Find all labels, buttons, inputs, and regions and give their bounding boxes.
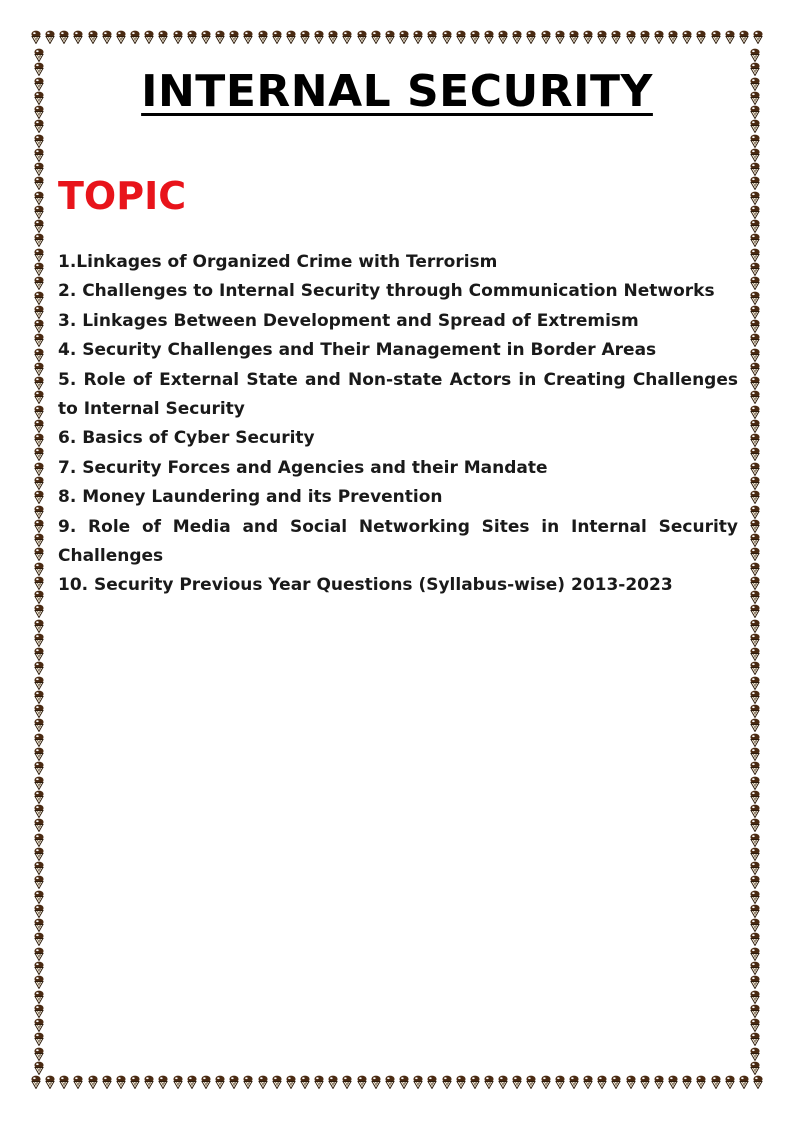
ice-cream-cone-icon — [33, 219, 45, 233]
ice-cream-cone-icon — [426, 30, 438, 44]
ice-cream-cone-icon — [33, 947, 45, 961]
ice-cream-cone-icon — [749, 776, 761, 790]
ice-cream-cone-icon — [33, 861, 45, 875]
ice-cream-cone-icon — [33, 305, 45, 319]
ice-cream-cone-icon — [33, 547, 45, 561]
ice-cream-cone-icon — [33, 733, 45, 747]
ice-cream-cone-icon — [749, 1018, 761, 1032]
ice-cream-cone-icon — [33, 961, 45, 975]
ice-cream-cone-icon — [639, 30, 651, 44]
ice-cream-cone-icon — [749, 633, 761, 647]
ice-cream-cone-icon — [749, 262, 761, 276]
ice-cream-cone-icon — [33, 918, 45, 932]
ice-cream-cone-icon — [596, 30, 608, 44]
ice-cream-cone-icon — [582, 30, 594, 44]
ice-cream-cone-icon — [33, 205, 45, 219]
ice-cream-cone-icon — [441, 1075, 453, 1089]
ice-cream-cone-icon — [101, 1075, 113, 1089]
topic-item: 1.Linkages of Organized Crime with Terrorism — [58, 252, 498, 272]
ice-cream-cone-icon — [87, 30, 99, 44]
ice-cream-cone-icon — [58, 30, 70, 44]
ice-cream-cone-icon — [33, 162, 45, 176]
ice-cream-cone-icon — [749, 305, 761, 319]
ice-cream-cone-icon — [33, 248, 45, 262]
ice-cream-cone-icon — [33, 148, 45, 162]
ice-cream-cone-icon — [749, 562, 761, 576]
ice-cream-cone-icon — [749, 961, 761, 975]
ice-cream-cone-icon — [398, 1075, 410, 1089]
ice-cream-cone-icon — [33, 276, 45, 290]
ice-cream-cone-icon — [749, 904, 761, 918]
ice-cream-cone-icon — [33, 191, 45, 205]
ice-cream-cone-icon — [101, 30, 113, 44]
ice-cream-cone-icon — [129, 30, 141, 44]
border-bottom — [30, 1075, 764, 1093]
ice-cream-cone-icon — [33, 233, 45, 247]
ice-cream-cone-icon — [749, 205, 761, 219]
ice-cream-cone-icon — [695, 30, 707, 44]
ice-cream-cone-icon — [33, 533, 45, 547]
ice-cream-cone-icon — [33, 718, 45, 732]
ice-cream-cone-icon — [752, 1075, 764, 1089]
ice-cream-cone-icon — [596, 1075, 608, 1089]
ice-cream-cone-icon — [455, 1075, 467, 1089]
ice-cream-cone-icon — [749, 590, 761, 604]
ice-cream-cone-icon — [749, 747, 761, 761]
ice-cream-cone-icon — [469, 30, 481, 44]
page-title-text: INTERNAL SECURITY — [141, 66, 653, 117]
ice-cream-cone-icon — [749, 890, 761, 904]
ice-cream-cone-icon — [33, 119, 45, 133]
ice-cream-cone-icon — [749, 704, 761, 718]
ice-cream-cone-icon — [639, 1075, 651, 1089]
ice-cream-cone-icon — [667, 1075, 679, 1089]
ice-cream-cone-icon — [695, 1075, 707, 1089]
ice-cream-cone-icon — [33, 576, 45, 590]
ice-cream-cone-icon — [749, 661, 761, 675]
ice-cream-cone-icon — [299, 1075, 311, 1089]
ice-cream-cone-icon — [313, 1075, 325, 1089]
ice-cream-cone-icon — [749, 362, 761, 376]
ice-cream-cone-icon — [749, 932, 761, 946]
ice-cream-cone-icon — [33, 405, 45, 419]
ice-cream-cone-icon — [33, 704, 45, 718]
ice-cream-cone-icon — [33, 490, 45, 504]
ice-cream-cone-icon — [33, 1018, 45, 1032]
ice-cream-cone-icon — [749, 547, 761, 561]
ice-cream-cone-icon — [214, 30, 226, 44]
ice-cream-cone-icon — [412, 1075, 424, 1089]
ice-cream-cone-icon — [749, 276, 761, 290]
ice-cream-cone-icon — [749, 191, 761, 205]
ice-cream-cone-icon — [749, 148, 761, 162]
ice-cream-cone-icon — [384, 1075, 396, 1089]
ice-cream-cone-icon — [749, 376, 761, 390]
ice-cream-cone-icon — [58, 1075, 70, 1089]
ice-cream-cone-icon — [33, 633, 45, 647]
ice-cream-cone-icon — [33, 833, 45, 847]
ice-cream-cone-icon — [610, 30, 622, 44]
ice-cream-cone-icon — [44, 30, 56, 44]
ice-cream-cone-icon — [749, 647, 761, 661]
ice-cream-cone-icon — [749, 804, 761, 818]
ice-cream-cone-icon — [749, 676, 761, 690]
ice-cream-cone-icon — [525, 30, 537, 44]
topic-item: 4. Security Challenges and Their Management in Border Areas — [58, 340, 657, 361]
ice-cream-cone-icon — [72, 1075, 84, 1089]
ice-cream-cone-icon — [186, 30, 198, 44]
ice-cream-cone-icon — [749, 1032, 761, 1046]
ice-cream-cone-icon — [370, 30, 382, 44]
border-top — [30, 30, 764, 48]
ice-cream-cone-icon — [749, 291, 761, 305]
ice-cream-cone-icon — [285, 30, 297, 44]
ice-cream-cone-icon — [738, 1075, 750, 1089]
ice-cream-cone-icon — [33, 804, 45, 818]
ice-cream-cone-icon — [327, 30, 339, 44]
ice-cream-cone-icon — [749, 333, 761, 347]
ice-cream-cone-icon — [33, 761, 45, 775]
ice-cream-cone-icon — [554, 30, 566, 44]
ice-cream-cone-icon — [356, 30, 368, 44]
ice-cream-cone-icon — [271, 30, 283, 44]
ice-cream-cone-icon — [33, 476, 45, 490]
topic-item: 2. Challenges to Internal Security through Communication Networks — [58, 281, 715, 302]
ice-cream-cone-icon — [33, 990, 45, 1004]
ice-cream-cone-icon — [749, 419, 761, 433]
ice-cream-cone-icon — [33, 604, 45, 618]
ice-cream-cone-icon — [681, 1075, 693, 1089]
ice-cream-cone-icon — [33, 348, 45, 362]
ice-cream-cone-icon — [33, 676, 45, 690]
ice-cream-cone-icon — [749, 604, 761, 618]
ice-cream-cone-icon — [87, 1075, 99, 1089]
ice-cream-cone-icon — [228, 30, 240, 44]
ice-cream-cone-icon — [749, 405, 761, 419]
ice-cream-cone-icon — [44, 1075, 56, 1089]
ice-cream-cone-icon — [511, 1075, 523, 1089]
ice-cream-cone-icon — [33, 904, 45, 918]
ice-cream-cone-icon — [33, 48, 45, 62]
ice-cream-cone-icon — [356, 1075, 368, 1089]
ice-cream-cone-icon — [33, 176, 45, 190]
ice-cream-cone-icon — [540, 30, 552, 44]
ice-cream-cone-icon — [33, 1047, 45, 1061]
ice-cream-cone-icon — [749, 433, 761, 447]
ice-cream-cone-icon — [33, 462, 45, 476]
ice-cream-cone-icon — [285, 1075, 297, 1089]
ice-cream-cone-icon — [749, 233, 761, 247]
ice-cream-cone-icon — [710, 1075, 722, 1089]
ice-cream-cone-icon — [33, 447, 45, 461]
ice-cream-cone-icon — [469, 1075, 481, 1089]
ice-cream-cone-icon — [582, 1075, 594, 1089]
ice-cream-cone-icon — [749, 390, 761, 404]
ice-cream-cone-icon — [33, 790, 45, 804]
ice-cream-cone-icon — [749, 619, 761, 633]
ice-cream-cone-icon — [33, 776, 45, 790]
ice-cream-cone-icon — [129, 1075, 141, 1089]
ice-cream-cone-icon — [749, 718, 761, 732]
ice-cream-cone-icon — [242, 30, 254, 44]
ice-cream-cone-icon — [33, 647, 45, 661]
ice-cream-cone-icon — [497, 1075, 509, 1089]
ice-cream-cone-icon — [483, 1075, 495, 1089]
ice-cream-cone-icon — [214, 1075, 226, 1089]
ice-cream-cone-icon — [497, 30, 509, 44]
page-title — [0, 66, 794, 117]
ice-cream-cone-icon — [455, 30, 467, 44]
ice-cream-cone-icon — [749, 119, 761, 133]
ice-cream-cone-icon — [370, 1075, 382, 1089]
ice-cream-cone-icon — [172, 30, 184, 44]
ice-cream-cone-icon — [33, 747, 45, 761]
ice-cream-cone-icon — [749, 875, 761, 889]
ice-cream-cone-icon — [33, 1032, 45, 1046]
topic-item: 6. Basics of Cyber Security — [58, 428, 315, 449]
ice-cream-cone-icon — [33, 390, 45, 404]
ice-cream-cone-icon — [653, 30, 665, 44]
ice-cream-cone-icon — [143, 1075, 155, 1089]
ice-cream-cone-icon — [33, 847, 45, 861]
ice-cream-cone-icon — [341, 30, 353, 44]
ice-cream-cone-icon — [749, 847, 761, 861]
border-right — [746, 48, 764, 1075]
ice-cream-cone-icon — [115, 30, 127, 44]
ice-cream-cone-icon — [483, 30, 495, 44]
ice-cream-cone-icon — [72, 30, 84, 44]
ice-cream-cone-icon — [749, 348, 761, 362]
ice-cream-cone-icon — [33, 519, 45, 533]
ice-cream-cone-icon — [33, 619, 45, 633]
ice-cream-cone-icon — [327, 1075, 339, 1089]
ice-cream-cone-icon — [610, 1075, 622, 1089]
ice-cream-cone-icon — [172, 1075, 184, 1089]
ice-cream-cone-icon — [749, 833, 761, 847]
ice-cream-cone-icon — [749, 219, 761, 233]
ice-cream-cone-icon — [749, 918, 761, 932]
ice-cream-cone-icon — [200, 30, 212, 44]
topic-item: 5. Role of External State and Non-state Actors in Creating Challenges to Internal Security — [58, 369, 738, 420]
ice-cream-cone-icon — [653, 1075, 665, 1089]
ice-cream-cone-icon — [341, 1075, 353, 1089]
ice-cream-cone-icon — [33, 590, 45, 604]
ice-cream-cone-icon — [749, 476, 761, 490]
ice-cream-cone-icon — [299, 30, 311, 44]
ice-cream-cone-icon — [30, 30, 42, 44]
ice-cream-cone-icon — [738, 30, 750, 44]
border-left — [30, 48, 48, 1075]
ice-cream-cone-icon — [749, 790, 761, 804]
ice-cream-cone-icon — [749, 533, 761, 547]
ice-cream-cone-icon — [749, 690, 761, 704]
ice-cream-cone-icon — [33, 134, 45, 148]
ice-cream-cone-icon — [710, 30, 722, 44]
ice-cream-cone-icon — [749, 248, 761, 262]
ice-cream-cone-icon — [749, 975, 761, 989]
ice-cream-cone-icon — [33, 362, 45, 376]
ice-cream-cone-icon — [749, 1004, 761, 1018]
ice-cream-cone-icon — [228, 1075, 240, 1089]
ice-cream-cone-icon — [525, 1075, 537, 1089]
ice-cream-cone-icon — [749, 505, 761, 519]
ice-cream-cone-icon — [625, 1075, 637, 1089]
topic-item: 10. Security Previous Year Questions (Syllabus-wise) 2013-2023 — [58, 575, 673, 596]
ice-cream-cone-icon — [724, 30, 736, 44]
ice-cream-cone-icon — [271, 1075, 283, 1089]
ice-cream-cone-icon — [33, 1004, 45, 1018]
ice-cream-cone-icon — [749, 818, 761, 832]
ice-cream-cone-icon — [33, 433, 45, 447]
ice-cream-cone-icon — [33, 890, 45, 904]
ice-cream-cone-icon — [667, 30, 679, 44]
ice-cream-cone-icon — [157, 1075, 169, 1089]
ice-cream-cone-icon — [749, 319, 761, 333]
ice-cream-cone-icon — [749, 519, 761, 533]
ice-cream-cone-icon — [33, 505, 45, 519]
ice-cream-cone-icon — [625, 30, 637, 44]
topic-item: 3. Linkages Between Development and Spread of Extremism — [58, 310, 639, 331]
ice-cream-cone-icon — [33, 262, 45, 276]
topic-item: 7. Security Forces and Agencies and their Mandate — [58, 457, 548, 478]
ice-cream-cone-icon — [398, 30, 410, 44]
ice-cream-cone-icon — [749, 162, 761, 176]
ice-cream-cone-icon — [384, 30, 396, 44]
ice-cream-cone-icon — [33, 690, 45, 704]
ice-cream-cone-icon — [313, 30, 325, 44]
ice-cream-cone-icon — [186, 1075, 198, 1089]
ice-cream-cone-icon — [749, 1061, 761, 1075]
ice-cream-cone-icon — [115, 1075, 127, 1089]
ice-cream-cone-icon — [681, 30, 693, 44]
ice-cream-cone-icon — [511, 30, 523, 44]
ice-cream-cone-icon — [257, 1075, 269, 1089]
ice-cream-cone-icon — [412, 30, 424, 44]
ice-cream-cone-icon — [143, 30, 155, 44]
ice-cream-cone-icon — [33, 333, 45, 347]
ice-cream-cone-icon — [568, 1075, 580, 1089]
ice-cream-cone-icon — [749, 947, 761, 961]
ice-cream-cone-icon — [33, 875, 45, 889]
topic-list — [58, 248, 738, 601]
ice-cream-cone-icon — [724, 1075, 736, 1089]
ice-cream-cone-icon — [33, 818, 45, 832]
ice-cream-cone-icon — [749, 490, 761, 504]
ice-cream-cone-icon — [33, 319, 45, 333]
ice-cream-cone-icon — [257, 30, 269, 44]
ice-cream-cone-icon — [33, 932, 45, 946]
ice-cream-cone-icon — [242, 1075, 254, 1089]
ice-cream-cone-icon — [749, 134, 761, 148]
ice-cream-cone-icon — [33, 562, 45, 576]
ice-cream-cone-icon — [749, 990, 761, 1004]
ice-cream-cone-icon — [33, 419, 45, 433]
ice-cream-cone-icon — [33, 975, 45, 989]
ice-cream-cone-icon — [749, 733, 761, 747]
ice-cream-cone-icon — [441, 30, 453, 44]
ice-cream-cone-icon — [752, 30, 764, 44]
ice-cream-cone-icon — [200, 1075, 212, 1089]
ice-cream-cone-icon — [33, 376, 45, 390]
ice-cream-cone-icon — [33, 661, 45, 675]
ice-cream-cone-icon — [30, 1075, 42, 1089]
topic-heading: TOPIC — [58, 174, 187, 218]
topic-item: 8. Money Laundering and its Prevention — [58, 487, 443, 508]
ice-cream-cone-icon — [749, 861, 761, 875]
topic-item: 9. Role of Media and Social Networking Sites in Internal Security Challenges — [58, 516, 738, 567]
ice-cream-cone-icon — [33, 291, 45, 305]
ice-cream-cone-icon — [157, 30, 169, 44]
ice-cream-cone-icon — [33, 1061, 45, 1075]
ice-cream-cone-icon — [749, 1047, 761, 1061]
ice-cream-cone-icon — [426, 1075, 438, 1089]
ice-cream-cone-icon — [749, 447, 761, 461]
ice-cream-cone-icon — [540, 1075, 552, 1089]
ice-cream-cone-icon — [568, 30, 580, 44]
ice-cream-cone-icon — [749, 48, 761, 62]
ice-cream-cone-icon — [554, 1075, 566, 1089]
ice-cream-cone-icon — [749, 576, 761, 590]
ice-cream-cone-icon — [749, 761, 761, 775]
ice-cream-cone-icon — [749, 462, 761, 476]
ice-cream-cone-icon — [749, 176, 761, 190]
